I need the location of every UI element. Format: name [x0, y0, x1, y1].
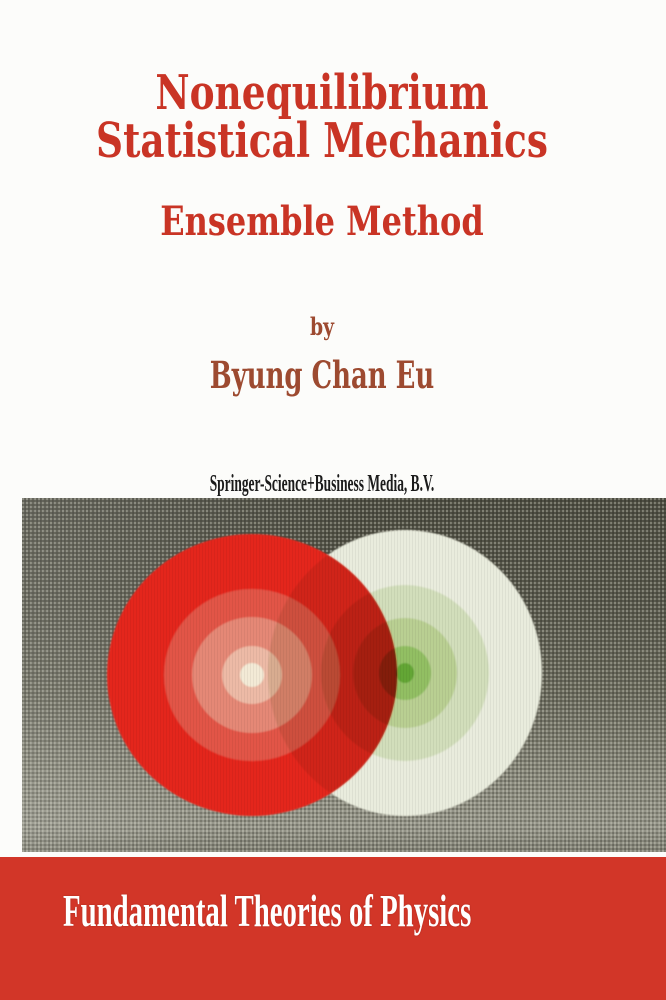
series-title: Fundamental Theories of Physics — [63, 886, 472, 936]
art-scanline-texture — [22, 498, 666, 852]
byline: by — [310, 312, 334, 341]
book-subtitle: Ensemble Method — [160, 198, 484, 245]
author-name: Byung Chan Eu — [209, 353, 435, 397]
book-title-line1: Nonequilibrium — [155, 65, 489, 121]
cover-artwork-overlapping-discs — [22, 498, 666, 852]
series-band — [0, 857, 666, 1000]
book-title — [71, 65, 573, 169]
publisher-imprint: Springer-Science+Business Media, B.V. — [209, 471, 435, 497]
book-title-line2: Statistical Mechanics — [96, 113, 548, 169]
